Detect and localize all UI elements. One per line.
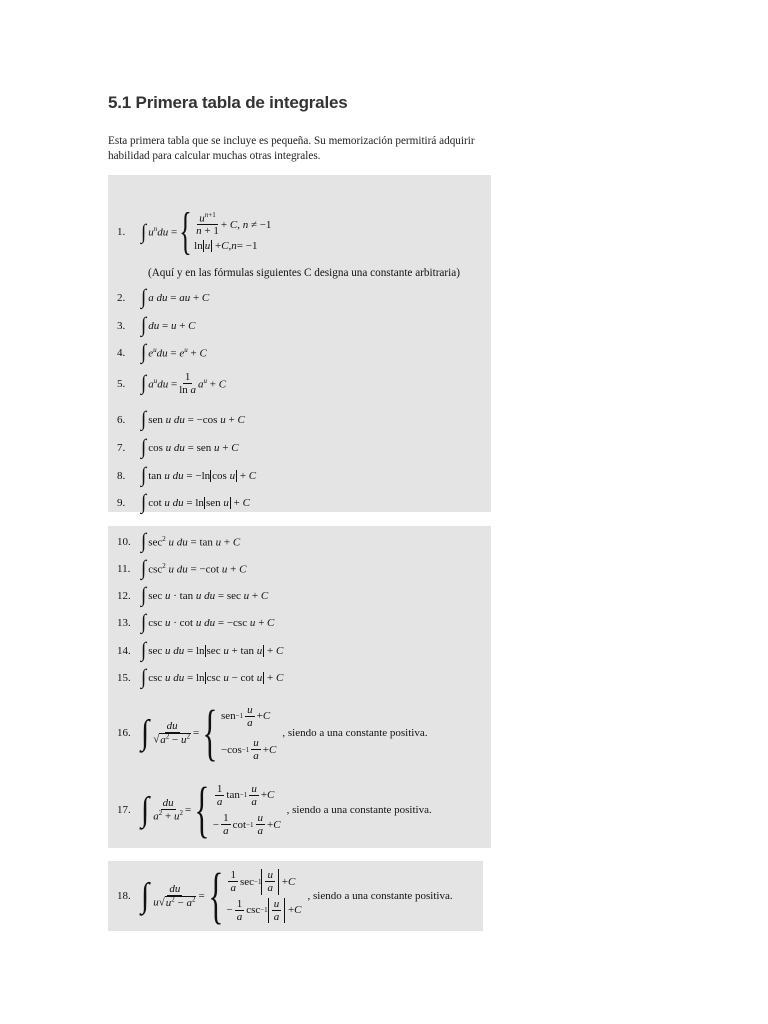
formula-3: 3. ∫ du = u + C (117, 313, 196, 338)
formula-lhs: $\frac{du}{u√u^2 - a^2}$ (153, 883, 196, 909)
formula-number: 14. (117, 644, 131, 657)
formula-case-2: − $\frac{1}{a}$ cot −1 $\frac{u}{a}$ + C (212, 812, 281, 838)
intro-paragraph: Esta primera tabla que se incluye es pequeña. Su memorización permitirá adquirir habilidad para calcular muchas otras integrales. (108, 135, 475, 162)
formula-4: 4. ∫ $e^udu = e^u + C$ (117, 340, 207, 365)
formula-12: 12. ∫ sec u · tan u du = sec u + C (117, 583, 269, 608)
formula-number: 6. (117, 413, 126, 426)
formula-2: 2. ∫ a du = au + C (117, 285, 210, 310)
formula-lhs: $\frac{du}{√a^2 - u^2}$ (153, 720, 190, 746)
cases-group (201, 699, 277, 767)
constant-remark: , siendo a una constante positiva. (282, 727, 428, 739)
formula-14: 14. ∫ sec u du = ln sec u + tan u + C (117, 638, 284, 663)
formula-5: 5. ∫ $a^udu$ = $\frac{1}{\text{ln a}}$ $a^u + C$ (117, 371, 227, 397)
integral-sign-icon: ∫ (141, 490, 147, 515)
integral-sign-icon: ∫ (141, 638, 147, 663)
formula-11: 11. ∫ $\csc^2 u$ du = −cot u + C (117, 556, 247, 581)
formula-number: 18. (117, 890, 131, 902)
formula-number: 12. (117, 589, 131, 602)
integral-sign-icon: ∫ (141, 463, 147, 488)
formula-number: 15. (117, 671, 131, 684)
formula-10: 10. ∫ $\sec^2 u$ du = tan u + C (117, 529, 241, 554)
formula-18: 18. ∫ $\frac{du}{u√u^2 - a^2}$ = { $\frac{1}{a}$ sec −1 $\frac{u}{a}$ + C − $\frac{1}{a}$ csc −1 $\frac{u}{a}$ + C , siendo a una constante positiva. (117, 862, 453, 930)
integral-sign-icon: ∫ (141, 665, 147, 690)
formula-number: 13. (117, 616, 131, 629)
formula-number: 8. (117, 469, 126, 482)
formula-number: 9. (117, 496, 126, 509)
left-brace-icon: { (208, 862, 224, 930)
integral-sign-icon: ∫ (141, 313, 147, 338)
formula-number: 16. (117, 727, 131, 739)
formula-case-1: sen −1 $\frac{u}{a}$ + C (220, 703, 271, 729)
integral-sign-icon: ∫ (141, 435, 147, 460)
integral-sign-icon: ∫ (141, 583, 147, 608)
formula-8: 8. ∫ tan u du = −ln cos u + C (117, 463, 257, 488)
formula-number: 17. (117, 804, 131, 816)
integral-sign-icon: ∫ (141, 220, 147, 244)
formula-number: 7. (117, 441, 126, 454)
formula-case-2: −cos −1 $\frac{u}{a}$ + C (220, 737, 277, 763)
formula-number: 3. (117, 319, 126, 332)
formula-case-1: $\frac{1}{a}$ tan −1 $\frac{u}{a}$ + C (216, 782, 275, 808)
integral-sign-icon: ∫ (141, 285, 147, 310)
formula-case-2: ln u + C , n = −1 (194, 240, 258, 253)
integral-sign-icon: ∫ (141, 876, 150, 915)
integral-sign-icon: ∫ (141, 790, 150, 829)
formula-lhs: $\frac{du}{a^2 + u^2}$ (153, 797, 183, 823)
integral-sign-icon: ∫ (141, 340, 147, 365)
integral-sign-icon: ∫ (141, 407, 147, 432)
constant-remark: , siendo a una constante positiva. (286, 804, 432, 816)
integral-sign-icon: ∫ (141, 556, 147, 581)
formula-15: 15. ∫ csc u du = ln csc u − cot u + C (117, 665, 284, 690)
formula-6: 6. ∫ sen u du = −cos u + C (117, 407, 245, 432)
page-title: 5.1 Primera tabla de integrales (108, 93, 348, 112)
cases-group (179, 203, 272, 260)
constant-remark: , siendo a una constante positiva. (307, 890, 453, 902)
integral-sign-icon: ∫ (141, 529, 147, 554)
formula-number: 2. (117, 291, 126, 304)
formula-case-1: $\frac{u^{n+1}}{n + 1}$ + C, n ≠ −1 (196, 210, 272, 238)
formula-1 (117, 205, 271, 259)
formula-13: 13. ∫ csc u · cot u du = −csc u + C (117, 610, 275, 635)
formula-case-2: − $\frac{1}{a}$ csc −1 $\frac{u}{a}$ + C (226, 897, 302, 923)
left-brace-icon: { (179, 203, 192, 260)
cases-group (193, 776, 281, 844)
formula-17: 17. ∫ $\frac{du}{a^2 + u^2}$ = { $\frac{1}{a}$ tan −1 $\frac{u}{a}$ + C − $\frac{1}{a}$ cot −1 $\frac{u}{a}$ + C , siendo a una constante positiva. (117, 776, 432, 844)
formula-number: 10. (117, 535, 131, 548)
left-brace-icon: { (194, 776, 210, 844)
formula-number: 4. (117, 346, 126, 359)
formula-number: 1. (117, 226, 126, 238)
constant-note: (Aquí y en las fórmulas siguientes C designa una constante arbitraria) (148, 267, 460, 279)
formula-lhs: $u^ndu$ = (148, 225, 178, 239)
cases-group (207, 862, 302, 930)
formula-16: 16. ∫ $\frac{du}{√a^2 - u^2}$ = { sen −1 $\frac{u}{a}$ + C −cos −1 $\frac{u}{a}$ + C , siendo a una constante positiva. (117, 699, 428, 767)
formula-7: 7. ∫ cos u du = sen u + C (117, 435, 239, 460)
formula-9: 9. ∫ cot u du = ln sen u + C (117, 490, 250, 515)
formula-number: 11. (117, 562, 131, 575)
formula-case-1: $\frac{1}{a}$ sec −1 $\frac{u}{a}$ + C (230, 869, 296, 895)
integral-sign-icon: ∫ (141, 372, 147, 396)
formula-number: 5. (117, 377, 126, 390)
integral-sign-icon: ∫ (141, 610, 147, 635)
left-brace-icon: { (202, 699, 218, 767)
integral-sign-icon: ∫ (141, 713, 150, 752)
